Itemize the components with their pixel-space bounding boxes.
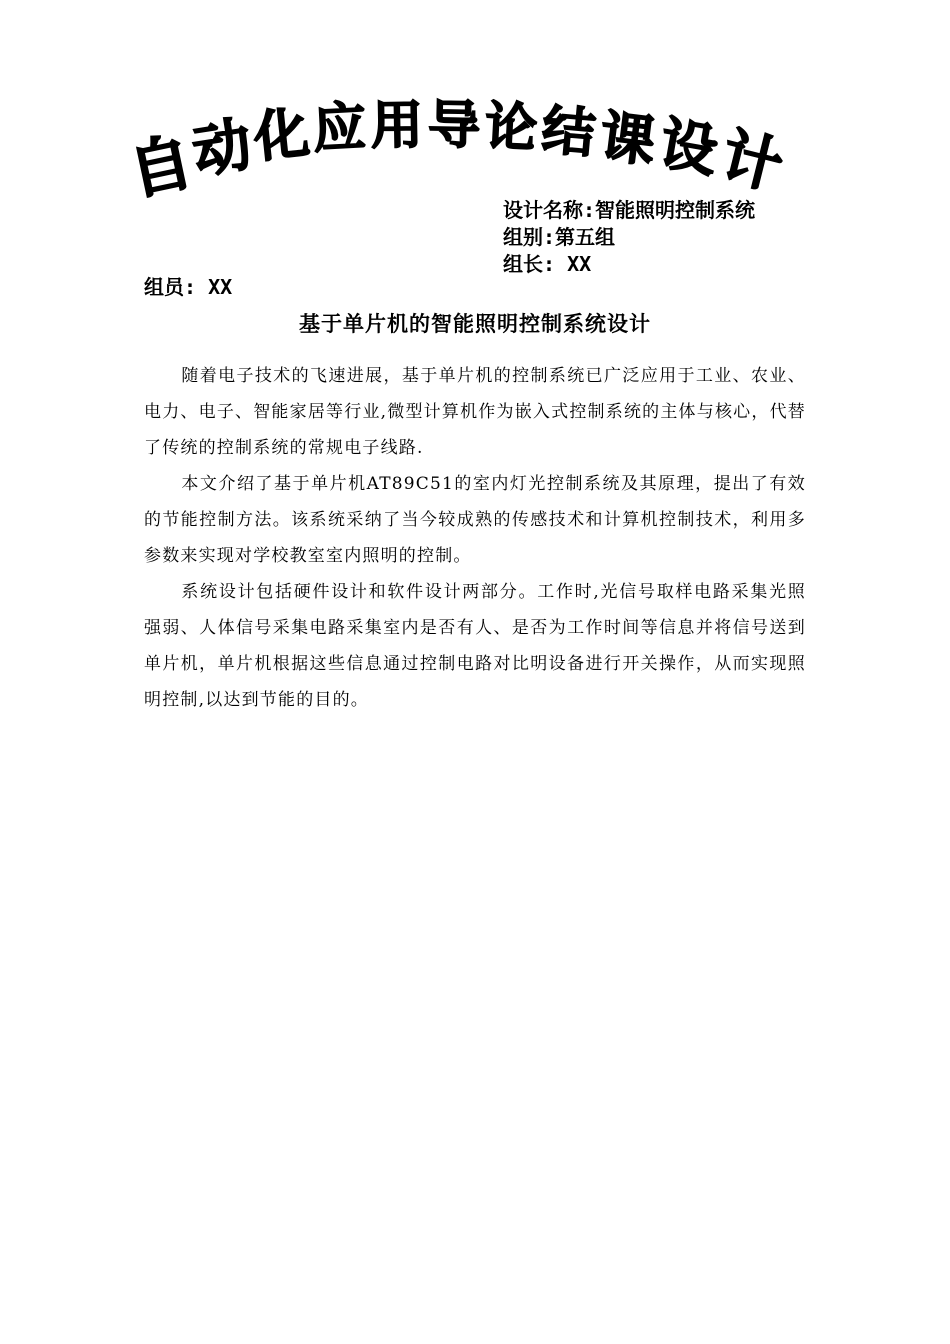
title-char: 自 [122, 124, 199, 209]
project-meta-block [503, 197, 755, 278]
title-char: 化 [250, 100, 313, 170]
title-char: 设 [654, 110, 723, 186]
members-line: 组员: XX [144, 275, 233, 299]
title-char: 应 [311, 96, 368, 161]
title-char: 课 [596, 103, 659, 175]
title-char: 结 [539, 99, 598, 166]
title-char: 动 [188, 109, 256, 187]
body-paragraph: 随着电子技术的飞速进展，基于单片机的控制系统已广泛应用于工业、农业、电力、电子、智能家居等行业,微型计算机作为嵌入式控制系统的主体与核心，代替了传统的控制系统的常规电子线路. [144, 366, 806, 458]
body-paragraph: 本文介绍了基于单片机AT89C51的室内灯光控制系统及其原理，提出了有效的节能控制方法。该系统采纳了当今较成熟的传感技术和计算机控制技术，利用多参数来实现对学校教室室内照明的控制。 [144, 474, 806, 566]
leader-line: 组长: XX [503, 252, 592, 276]
title-char: 导 [427, 95, 481, 157]
title-char: 用 [370, 95, 424, 157]
cover-wordart-title [120, 92, 820, 209]
title-char: 计 [714, 120, 790, 204]
design-name-line: 设计名称:智能照明控制系统 [503, 198, 756, 222]
body-paragraph: 系统设计包括硬件设计和软件设计两部分。工作时,光信号取样电路采集光照强弱、人体信号采集电路采集室内是否有人、是否为工作时间等信息并将信号送到单片机，单片机根据这些信息通过控制电路对比明设备进行开关操作，从而实现照明控制,以达到节能的目的。 [144, 582, 806, 710]
group-line: 组别:第五组 [503, 225, 616, 249]
document-heading: 基于单片机的智能照明控制系统设计 [299, 311, 651, 336]
title-char: 论 [483, 96, 539, 160]
document-body [144, 358, 806, 718]
